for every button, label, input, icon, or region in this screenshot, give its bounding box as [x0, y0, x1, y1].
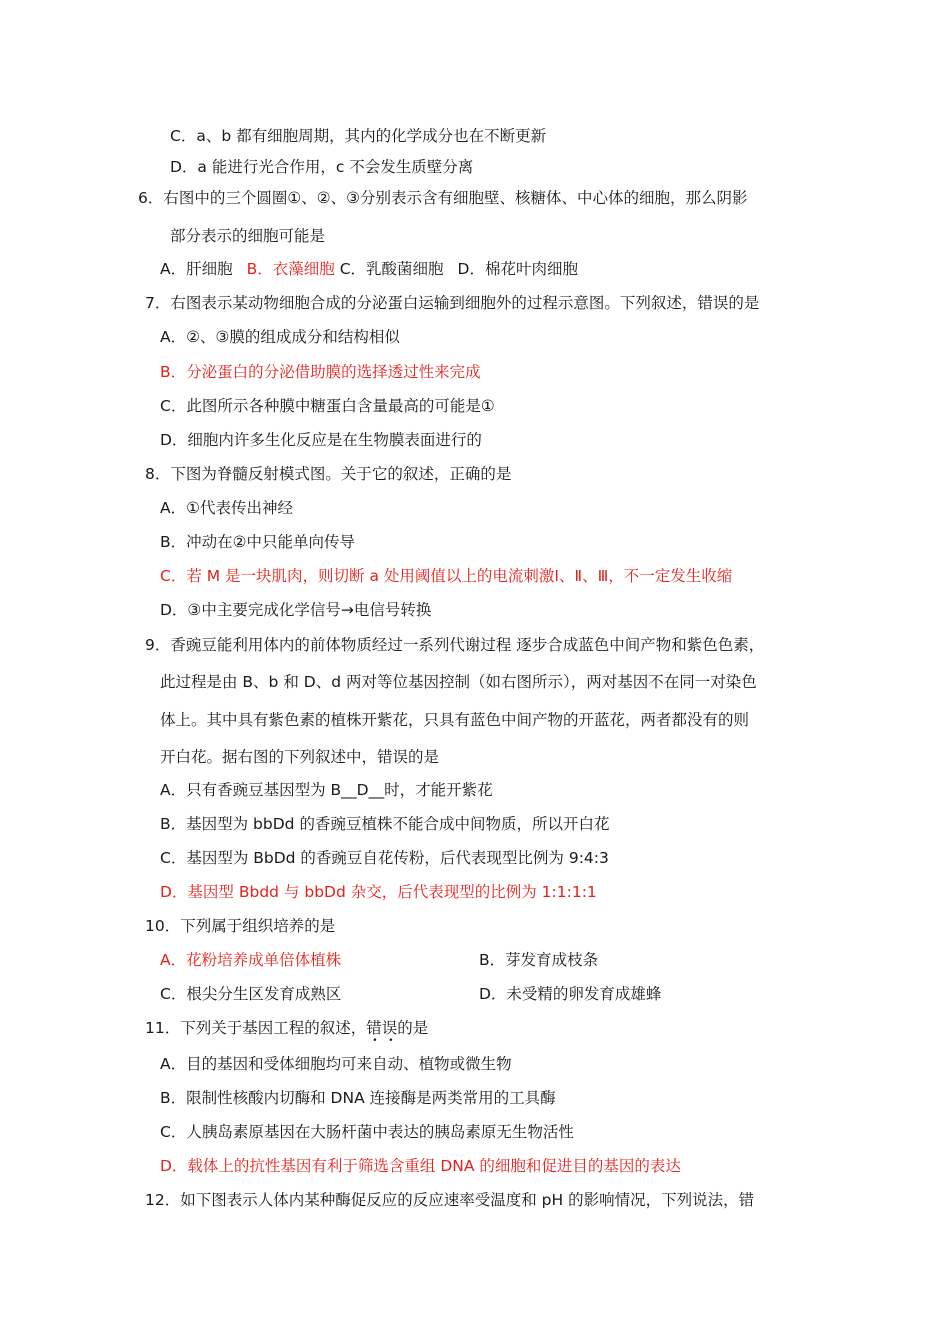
q9-option-b: B．基因型为 bbDd 的香豌豆植株不能合成中间物质，所以开白花 [160, 815, 610, 833]
q5-option-c: C．a、b 都有细胞周期，其内的化学成分也在不断更新 [170, 127, 547, 145]
q10-option-d: D．未受精的卵发育成雄蜂 [479, 985, 662, 1003]
q6-option-c: C．乳酸菌细胞 [339, 260, 444, 278]
emphasis-dot-icon: • [388, 1036, 394, 1046]
q9-stem-line-2: 此过程是由 B、b 和 D、d 两对等位基因控制（如右图所示），两对基因不在同一对染色 [160, 673, 757, 691]
q6-stem-line-2: 部分表示的细胞可能是 [170, 227, 326, 245]
q7-option-b-answer: B．分泌蛋白的分泌借助膜的选择透过性来完成 [160, 363, 481, 381]
q6-option-a: A．肝细胞 [160, 260, 233, 278]
q11-option-c: C．人胰岛素原基因在大肠杆菌中表达的胰岛素原无生物活性 [160, 1123, 574, 1141]
q9-option-c: C．基因型为 BbDd 的香豌豆自花传粉，后代表现型比例为 9:4:3 [160, 849, 609, 867]
q7-option-c: C．此图所示各种膜中糖蛋白含量最高的可能是① [160, 397, 495, 415]
q6-option-d: D．棉花叶肉细胞 [457, 260, 578, 278]
q9-option-a: A．只有香豌豆基因型为 B__D__时，才能开紫花 [160, 781, 493, 799]
q9-stem-line-1: 9．香豌豆能利用体内的前体物质经过一系列代谢过程 逐步合成蓝色中间产物和紫色色素， [145, 636, 765, 654]
q6-option-b-answer: B．衣藻细胞 [246, 260, 335, 278]
q8-stem: 8．下图为脊髓反射模式图。关于它的叙述，正确的是 [145, 465, 512, 483]
q11-stem-emphasis [366, 1019, 398, 1046]
q11-stem-end: 的是 [397, 1019, 429, 1037]
q9-stem-line-4: 开白花。据右图的下列叙述中，错误的是 [160, 748, 440, 766]
q6-stem-line-1: 6．右图中的三个圆圈①、②、③分别表示含有细胞壁、核糖体、中心体的细胞，那么阴影 [138, 189, 748, 207]
q11-option-b: B．限制性核酸内切酶和 DNA 连接酶是两类常用的工具酶 [160, 1089, 556, 1107]
q9-option-d-answer: D．基因型 Bbdd 与 bbDd 杂交，后代表现型的比例为 1:1:1:1 [160, 883, 597, 901]
q8-option-a: A．①代表传出神经 [160, 499, 293, 517]
q7-option-d: D．细胞内许多生化反应是在生物膜表面进行的 [160, 431, 482, 449]
q7-option-a: A．②、③膜的组成成分和结构相似 [160, 328, 400, 346]
q9-stem-line-3: 体上。其中具有紫色素的植株开紫花，只具有蓝色中间产物的开蓝花，两者都没有的则 [160, 711, 750, 729]
q10-stem: 10．下列属于组织培养的是 [145, 917, 336, 935]
q10-option-c: C．根尖分生区发育成熟区 [160, 985, 342, 1003]
q8-option-b: B．冲动在②中只能单向传导 [160, 533, 356, 551]
emphasis-dot-icon: • [372, 1036, 378, 1046]
q11-stem [145, 1018, 429, 1046]
q11-emphasis-word: 错误 [366, 1019, 398, 1037]
q10-option-a-answer: A．花粉培养成单倍体植株 [160, 951, 342, 969]
q6-options [160, 259, 578, 279]
q11-option-d-answer: D．载体上的抗性基因有利于筛选含重组 DNA 的细胞和促进目的基因的表达 [160, 1157, 681, 1175]
q11-stem-start: 11．下列关于基因工程的叙述， [145, 1019, 367, 1037]
q8-option-c-answer: C．若 M 是一块肌肉，则切断 a 处用阈值以上的电流刺激Ⅰ、Ⅱ、Ⅲ，不一定发生收缩 [160, 567, 733, 585]
q7-stem: 7．右图表示某动物细胞合成的分泌蛋白运输到细胞外的过程示意图。下列叙述，错误的是 [145, 294, 760, 312]
q8-option-d: D．③中主要完成化学信号→电信号转换 [160, 601, 432, 619]
q11-option-a: A．目的基因和受体细胞均可来自动、植物或微生物 [160, 1055, 512, 1073]
q12-stem: 12．如下图表示人体内某种酶促反应的反应速率受温度和 pH 的影响情况，下列说法，错 [145, 1191, 755, 1209]
q5-option-d: D．a 能进行光合作用，c 不会发生质壁分离 [170, 158, 474, 176]
q10-option-b: B．芽发育成枝条 [479, 951, 599, 969]
